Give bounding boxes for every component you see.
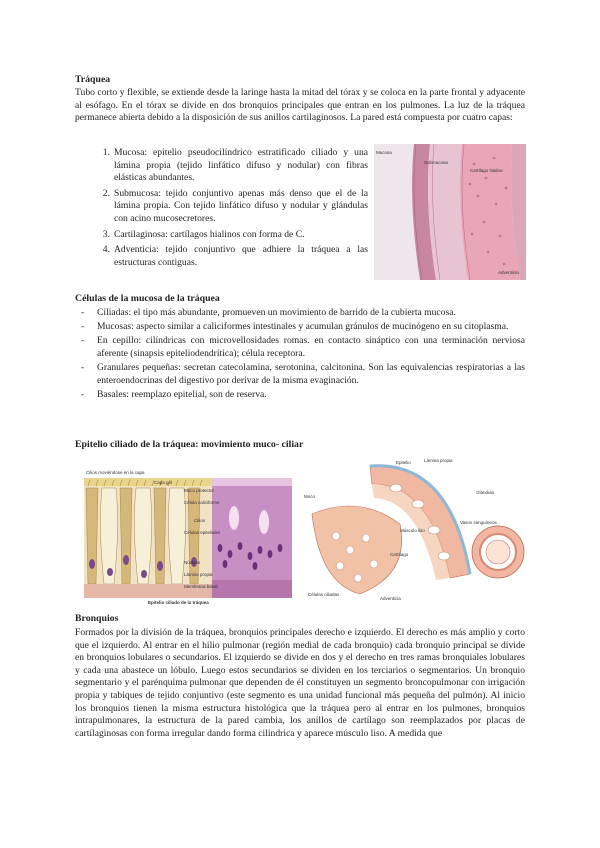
figure-label: Epitelio bbox=[396, 460, 411, 465]
micrograph-label: Adventicia bbox=[498, 270, 519, 275]
heading-epitelio: Epitelio ciliado de la tráquea: movimiento muco- ciliar bbox=[75, 439, 304, 450]
figure-label: Células epiteliales bbox=[184, 530, 221, 535]
list-item: - Basales: reemplazo epitelial, son de reserva. bbox=[81, 388, 267, 400]
bronchus-diagram bbox=[300, 454, 528, 610]
figure-label: Núcleos bbox=[184, 560, 201, 565]
figure-label: Adventicia bbox=[380, 596, 401, 601]
ciliated-epithelium-figure bbox=[84, 468, 294, 608]
list-item: 4. Adventicia: tejido conjuntivo que adhiere la tráquea a las estructuras contiguas. bbox=[102, 244, 368, 268]
trachea-micrograph-image bbox=[374, 144, 526, 280]
traquea-layers-list bbox=[92, 147, 368, 272]
figure-label: Cilios bbox=[194, 518, 206, 523]
celulas-list bbox=[75, 307, 525, 403]
list-item: - Mucosas: aspecto similar a caliciformes intestinales y acumulan gránulos de mucinógeno en su citoplasma. bbox=[81, 321, 509, 333]
figure-label: Glándula bbox=[476, 490, 495, 495]
heading-celulas: Células de la mucosa de la tráquea bbox=[75, 293, 220, 304]
figure-label: Vasos sanguíneos bbox=[460, 520, 497, 525]
figure-label: Cartílago bbox=[390, 552, 409, 557]
figure-label: Músculo liso bbox=[400, 528, 425, 533]
figure-label: Lámina propia bbox=[424, 458, 453, 463]
figure-label: Capa gel bbox=[154, 480, 173, 485]
figure-label: Células ciliadas bbox=[308, 592, 340, 597]
heading-bronquios: Bronquios bbox=[75, 613, 119, 624]
figure-label: Cilios moviéndose en la capa bbox=[86, 470, 145, 475]
list-item: - En cepillo: cilíndricas con microvellosidades romas. en contacto sináptico con una terminación nerviosa aferente (sinapsis epiteliodendrítica); célula receptora. bbox=[81, 335, 525, 359]
list-item: - Granulares pequeñas: secretan catecolamina, serotonina, calcitonina. Son las equivalencias respiratorias a las enteroendocrinas del digestivo por derivar de la misma evaginación. bbox=[81, 362, 525, 386]
micrograph-label: Cartílago hialino bbox=[470, 168, 503, 173]
bronquios-text: Formados por la división de la tráquea, bronquios principales derecho e izquierdo. El derecho es más amplio y corto que el izquierdo. Al entrar en el hilio pulmonar (región medial de cada bronquio) cada bronquio principal se divide en bronquios lobulares o secundarios. El izquierdo se divide en dos y el derecho en tres ramas bronquiales lobulares y cada una abastece un lóbulo. Luego estos secundarios se dividen en los terciarios o segmentarios. Un bronquio segmentario y el parénquima pulmonar que dependen de él constituyen un segmento broncopulmonar con irrigación propia y tabiques de tejido conjuntivo (este segmento es una unidad funcional más pequeña del pulmón). Al inicio los bronquios tienen la misma estructura histológica que la tráquea pero al entrar en los pulmones, bronquios intrapulmonares, la estructura de la pared cambia, los anillos de cartílago son reemplazados por placas de cartílaginosas con forma irregular dando forma cilíndrica y aparece músculo liso. A medida que bbox=[75, 627, 525, 739]
figure-label: Moco protector bbox=[184, 488, 215, 493]
list-item: 3. Cartilaginosa: cartílagos hialinos con forma de C. bbox=[102, 228, 305, 240]
figure-caption: Epitelio ciliado de la tráquea bbox=[148, 600, 209, 605]
heading-traquea: Tráquea bbox=[75, 74, 111, 85]
figure-label: Membrana basal bbox=[184, 584, 218, 589]
list-item: - Ciliadas: el tipo más abundante, promueven un movimiento de barrido de la cubierta mucosa. bbox=[81, 307, 456, 318]
traquea-intro: Tubo corto y flexible, se extiende desde la laringe hasta la mitad del tórax y se coloca en la parte frontal y adyacente al esófago. En el tórax se divide en dos bronquios principales que entran en los pulmones. La luz de la tráquea permanece abierta debido a la disposición de sus anillos cartilaginosos. La pared está compuesta por cuatro capas: bbox=[75, 87, 525, 124]
trachea-micrograph bbox=[374, 144, 526, 280]
list-item: 1. Mucosa: epitelio pseudocilíndrico estratificado ciliado y una lámina propia (tejido linfático difuso y nodular) con fibras elásticas abundantes. bbox=[102, 147, 368, 184]
figure-label: Célula caliciforme bbox=[184, 500, 220, 505]
figure-label: Lámina propia bbox=[184, 572, 213, 577]
micrograph-label: Mucosa bbox=[376, 150, 392, 155]
list-item: 2. Submucosa: tejido conjuntivo apenas más denso que el de la lámina propia. Con tejido linfático difuso y nodular y glándulas con acino mucosecretores. bbox=[102, 187, 368, 224]
figure-label: Moco bbox=[304, 494, 316, 499]
micrograph-label: Submucosa bbox=[424, 160, 448, 165]
